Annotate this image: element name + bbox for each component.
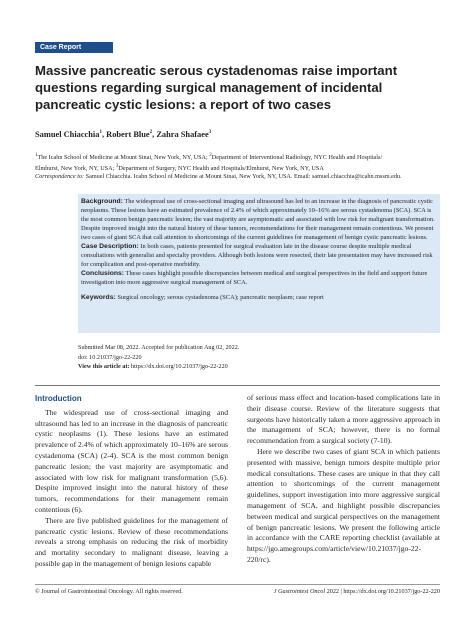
affiliations [35, 151, 445, 174]
author-name[interactable]: Robert Blue [106, 130, 150, 139]
abstract-text: In both cases, patients presented for surgical evaluation late in the disease course despite multiple medical consultations with generalist and specialty providers. Although both lesions were resected, their late presentation may have increased risk for complication and post-operative morbidity. [81, 243, 433, 268]
view-article-label: View this article at: [78, 363, 130, 371]
keywords-text: Surgical oncology; serous cystadenoma (SCA); pancreatic neoplasm; case report [115, 294, 324, 301]
author-affiliation-mark: 1 [99, 130, 102, 136]
view-article-line [78, 362, 440, 372]
abstract-text: The widespread use of cross-sectional imaging and ultrasound has led to an increase in the diagnosis of pancreatic cystic neoplasms. These lesions have an estimated prevalence of 2.4% of which approximately 10–16% are serous cystadenoma (SCA). SCA is the most common benign pancreatic lesion; the vast majority are asymptomatic and associated with low risk for malignant transformation. Despite improved insight into the natural history of these tumors, recommendations for their management remain contentious. We present two cases of giant SCA that call attention to shortcomings of the current guidelines for management of benign cystic pancreatic lesions. [81, 198, 435, 241]
doi[interactable]: doi: 10.21037/jgo-22-220 [78, 353, 142, 361]
author-list [35, 130, 440, 139]
article-meta [78, 343, 440, 372]
footer-doi[interactable]: 2022 | https://dx.doi.org/10.21037/jgo-22-220 [325, 588, 440, 595]
body-paragraph: There are five published guidelines for the management of pancreatic cystic lesions. Review of these recommendations reveals a strong emphasis on reducing the risk of morbidity and mortality secondary to malignant disease, leaving a possible gap in the management of benign lesions capable [35, 515, 228, 568]
affiliation-mark: 3 [115, 164, 119, 170]
affiliation-mark: 2 [209, 153, 212, 158]
affiliation-line [35, 151, 445, 162]
author-separator: , [101, 130, 107, 139]
abstract-conclusions [81, 269, 437, 287]
body-paragraph: of serious mass effect and location-based complications late in their disease course. Review of the literature suggests that surgeons have historically taken a more aggressive approach in the management of SCA; however, there is no formal recommendation from a surgical society (7-10). [247, 393, 440, 446]
body-paragraph: Here we describe two cases of giant SCA in which patients presented with massive, benign tumors despite multiple prior medical consultations. These cases are unique in that they call attention to shortcomings of the current management guidelines, support investigation into more aggressive surgical management of SCA, and highlight possible discrepancies between medical and surgical perspectives on the management of benign pancreatic lesions. We present the following article in accordance with the CARE reporting checklist (available at https://jgo.amegroups.com/article/view/10.21037/jgo-22-220/rc). [247, 446, 440, 564]
correspondence-label: Correspondence to: [35, 173, 85, 180]
footer-citation [252, 588, 440, 595]
author-name[interactable]: Zahra Shafaee [156, 130, 209, 139]
article-type-badge: Case Report [35, 42, 113, 53]
journal-abbrev: J Gastrointest Oncol [273, 588, 326, 595]
abstract-case-description [81, 242, 437, 269]
author-name[interactable]: Samuel Chiacchia [35, 130, 100, 139]
view-article-link[interactable]: https://dx.doi.org/10.21037/jgo-22-220 [129, 363, 228, 371]
abstract-keywords [81, 293, 437, 302]
keywords-label: Keywords: [81, 294, 116, 301]
affiliation-text: Elmhurst, New York, NY, USA; [35, 165, 116, 173]
abstract-label: Case Description: [81, 243, 139, 250]
article-title: Massive pancreatic serous cystadenomas raise important questions regarding surgical management of incidental pancreatic cystic lesions: a report of two cases [35, 63, 398, 112]
author-affiliation-mark: 2 [149, 130, 153, 136]
abstract-label: Conclusions: [81, 270, 125, 277]
affiliation-text: The Icahn School of Medicine at Mount Sinai, New York, NY, USA; [37, 154, 210, 162]
affiliation-text: Department of Interventional Radiology, NYC Health and Hospitals/ [211, 154, 383, 162]
submission-dates: Submitted Mar 08, 2022. Accepted for publication Aug 02, 2022. [78, 344, 240, 351]
author-separator: , [152, 130, 157, 139]
body-paragraph: The widespread use of cross-sectional imaging and ultrasound has led to an increase in the diagnosis of pancreatic cystic neoplasms (1). These lesions have an estimated prevalence of 2.4% of which approximately 10–16% are serous cystadenoma (SCA) (2-4). SCA is the most common benign pancreatic lesion; the vast majority are asymptomatic and associated with low risk for malignant transformation (5,6). Despite improved insight into the natural history of these tumors, recommendations for their management remain contentious (6). [35, 407, 228, 514]
abstract-text: These cases highlight possible discrepancies between medical and surgical perspectives in the field and support future investigation into more aggressive surgical management of SCA. [81, 270, 428, 286]
body-column-right [247, 393, 440, 566]
affiliation-text: Department of Surgery, NYC Health and Hospitals/Elmhurst, New York, NY, USA [118, 165, 324, 173]
section-divider [35, 385, 440, 386]
footer-copyright: © Journal of Gastrointestinal Oncology. All rights reserved. [35, 588, 183, 595]
abstract-background [81, 197, 437, 242]
correspondence [35, 173, 445, 180]
section-heading-introduction: Introduction [35, 394, 82, 403]
affiliation-line [35, 162, 445, 173]
author-affiliation-mark: 3 [208, 130, 212, 136]
affiliation-mark: 1 [35, 153, 38, 158]
correspondence-text[interactable]: Samuel Chiacchia. Icahn School of Medicine at Mount Sinai, New York, NY, USA. Email: samuel.chiacchia@icahn.mssm.edu. [84, 173, 402, 180]
abstract-box [78, 194, 440, 333]
abstract-label: Background: [81, 198, 123, 205]
body-column-left [35, 394, 228, 570]
footer-divider [35, 584, 440, 585]
